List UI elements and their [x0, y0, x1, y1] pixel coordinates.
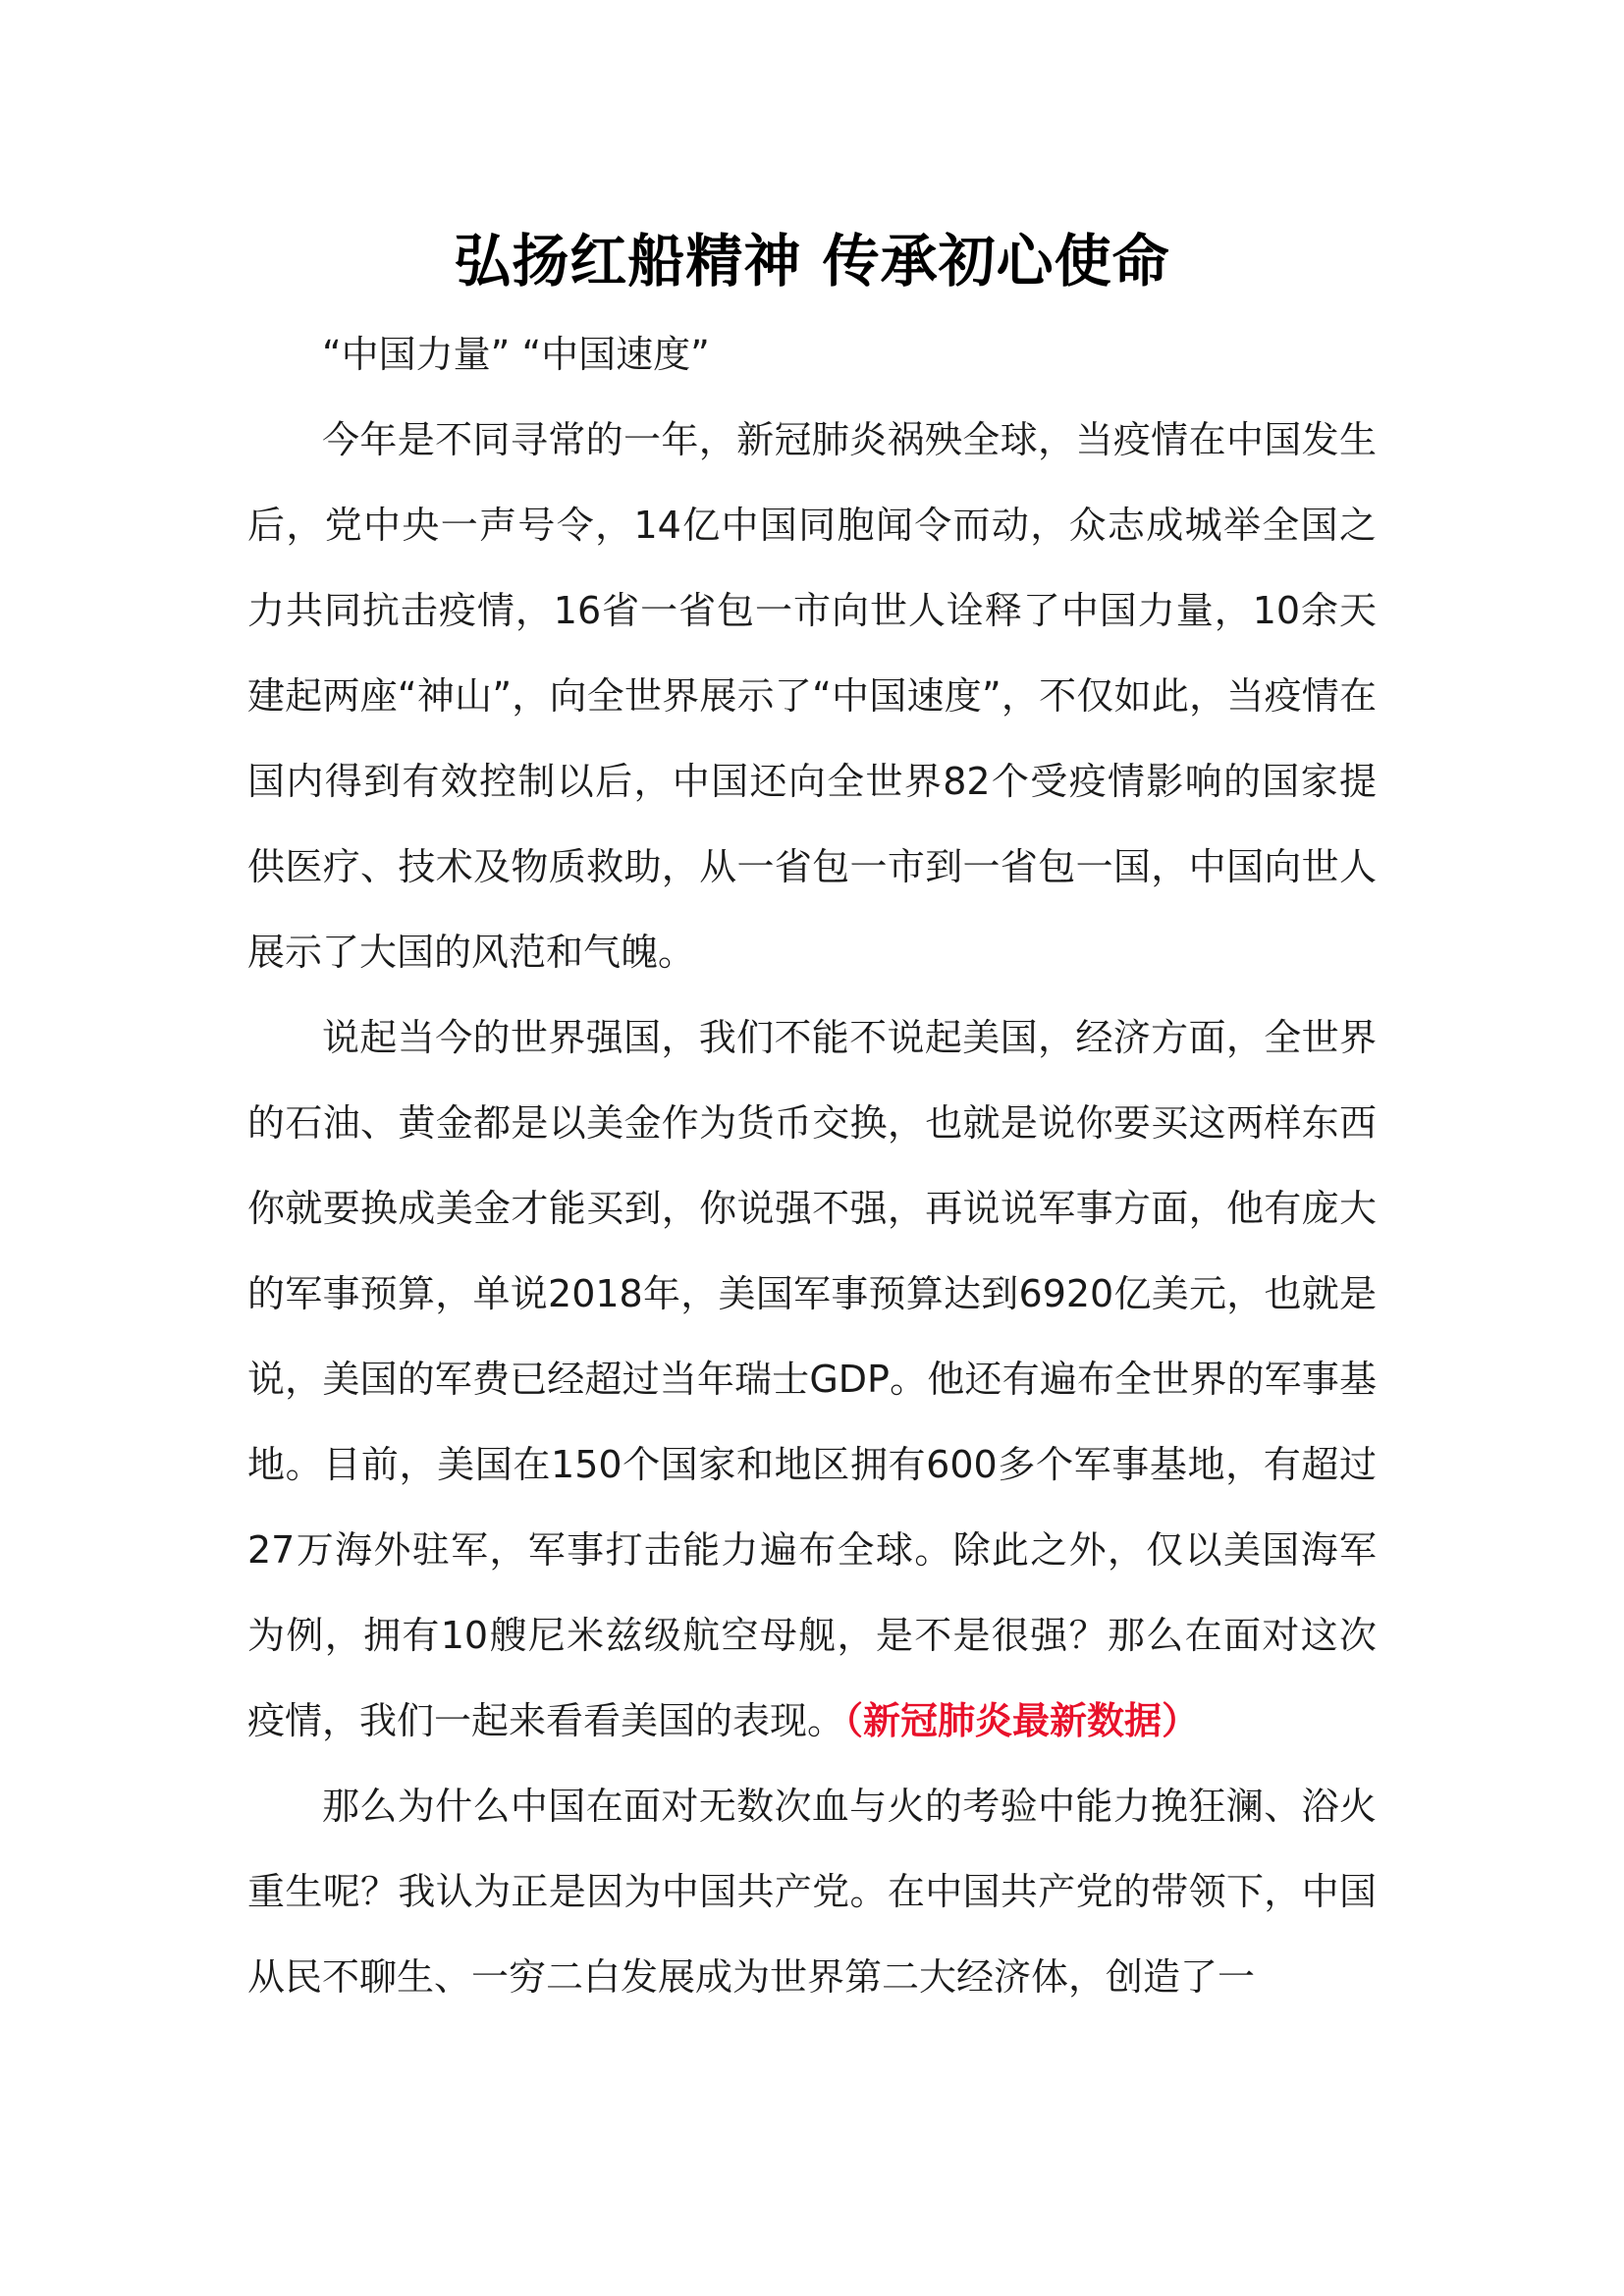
- paragraph-text: “中国力量” “中国速度”: [322, 333, 710, 376]
- subheading-paragraph: [247, 312, 1377, 398]
- paragraph-text: 今年是不同寻常的一年，新冠肺炎祸殃全球，当疫情在中国发生后，党中央一声号令，14亿中国同胞闻令而动，众志成城举全国之力共同抗击疫情，16省一省包一市向世人诠释了中国力量，10余天建起两座“神山”，向全世界展示了“中国速度”，不仅如此，当疫情在国内得到有效控制以后，中国还向全世界82个受疫情影响的国家提供医疗、技术及物质救助，从一省包一市到一省包一国，中国向世人展示了大国的风范和气魄。: [247, 418, 1377, 974]
- paragraph-text: 说起当今的世界强国，我们不能不说起美国，经济方面，全世界的石油、黄金都是以美金作为货币交换，也就是说你要买这两样东西你就要换成美金才能买到，你说强不强，再说说军事方面，他有庞大的军事预算，单说2018年，美国军事预算达到6920亿美元，也就是说，美国的军费已经超过当年瑞士GDP。他还有遍布全世界的军事基地。目前，美国在150个国家和地区拥有600多个军事基地，有超过27万海外驻军，军事打击能力遍布全球。除此之外，仅以美国海军为例，拥有10艘尼米兹级航空母舰，是不是很强？那么在面对这次疫情，我们一起来看看美国的表现。: [247, 1016, 1377, 1742]
- document-title: 弘扬红船精神 传承初心使命: [454, 228, 1170, 294]
- body-paragraph-3: [247, 1764, 1377, 2020]
- body-paragraph-1: [247, 398, 1377, 995]
- paragraph-text: 那么为什么中国在面对无数次血与火的考验中能力挽狂澜、浴火重生呢？我认为正是因为中国共产党。在中国共产党的带领下，中国从民不聊生、一穷二白发展成为世界第二大经济体，创造了一: [247, 1785, 1377, 1999]
- highlighted-note: （新冠肺炎最新数据）: [844, 1699, 1200, 1742]
- body-paragraph-2: [247, 995, 1377, 1764]
- document-body: [247, 312, 1377, 2020]
